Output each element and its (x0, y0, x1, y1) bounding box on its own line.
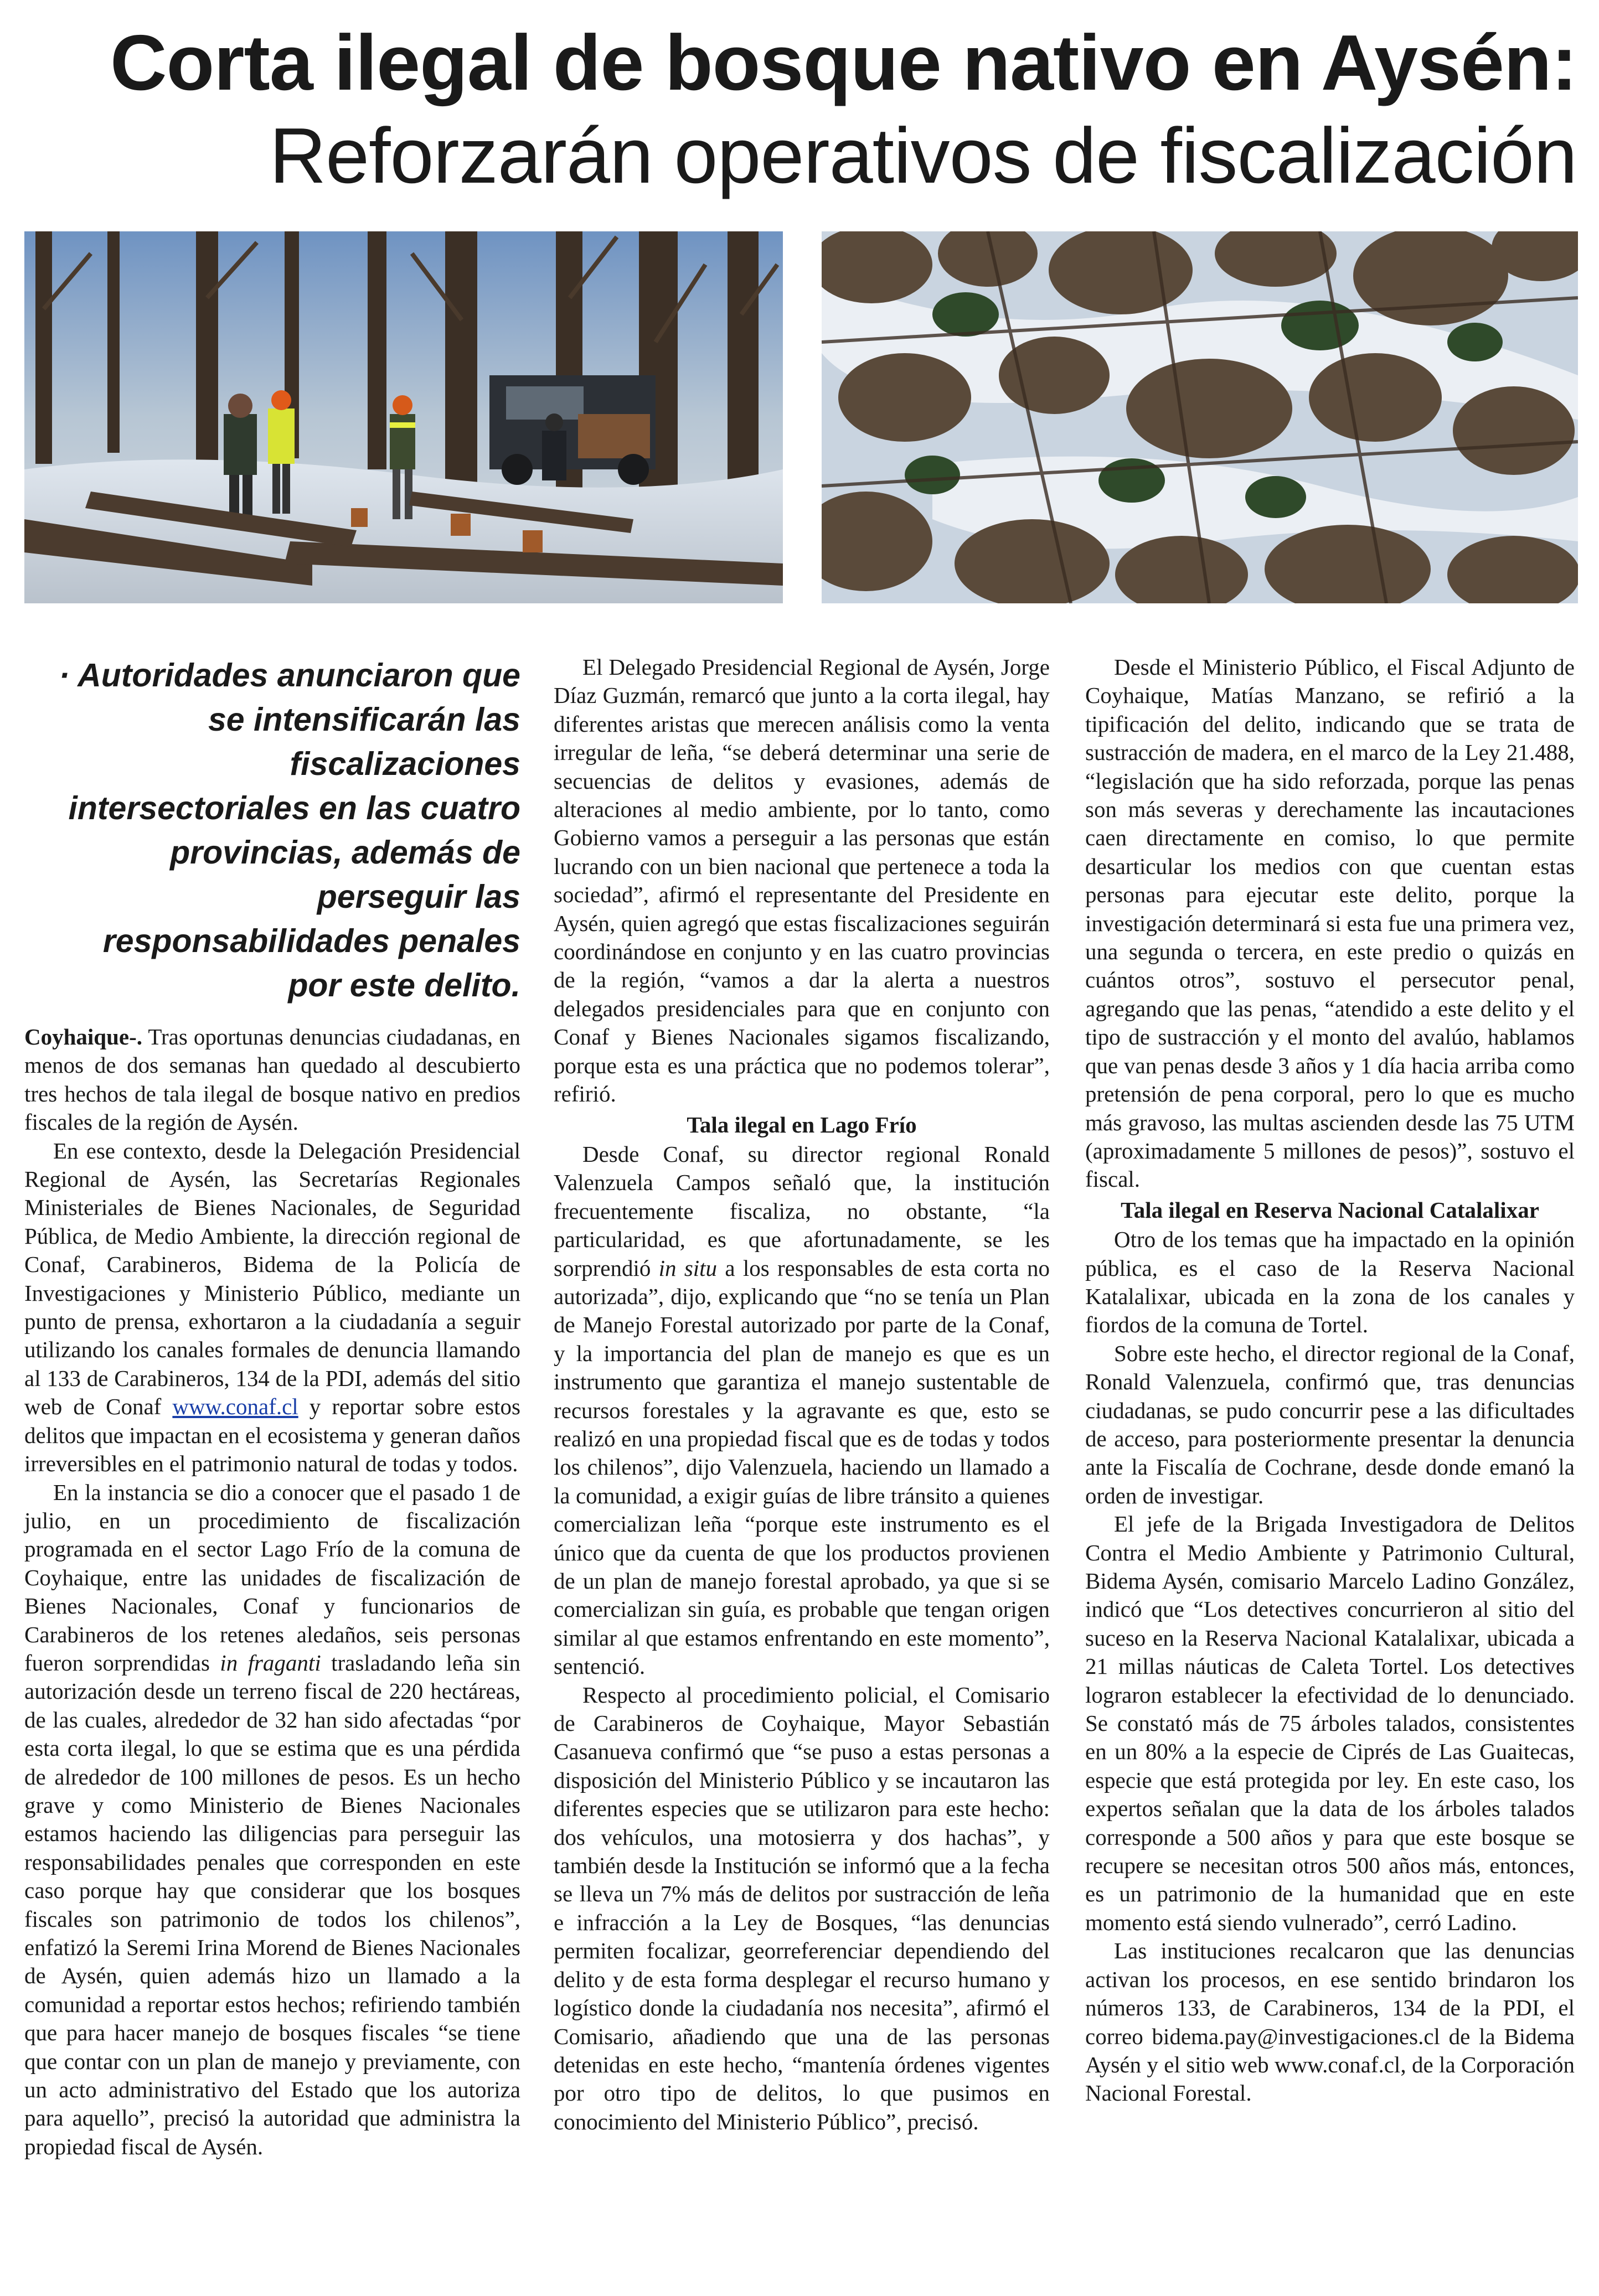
paragraph (554, 1140, 1050, 1681)
paragraph-text: En la instancia se dio a conocer que el pasado 1 de julio, en un procedimiento de fiscalización programada en el sector Lago Frío de la comuna de Coyhaique, entre las unidades de fiscalización de Bienes Nacionales, Conaf y funcionarios de Carabineros de los retenes aledaños, seis personas fueron sorprendidas (24, 1479, 520, 1676)
headline-line-1: Corta ilegal de bosque nativo en Aysén: (110, 19, 1577, 107)
photo-graphic (24, 231, 783, 603)
aerial-snowy-forest-photo (822, 231, 1578, 603)
article-column-2 (554, 653, 1050, 2136)
paragraph (24, 1023, 520, 1137)
subheading-catalalixar: Tala ilegal en Reserva Nacional Catalalixar (1121, 1197, 1539, 1223)
paragraph: El Delegado Presidencial Regional de Aysén, Jorge Díaz Guzmán, remarcó que junto a la corta ilegal, hay diferentes aristas que merecen análisis como la venta irregular de leña, “se deberá determinar una serie de secuencias de delitos y evasiones, además de alteraciones al medio ambiente, por lo tanto, como Gobierno vamos a perseguir a las personas que están lucrando con un bien nacional que pertenece a toda la sociedad”, afirmó el representante del Presidente en Aysén, quien agregó que estas fiscalizaciones seguirán coordinándose en conjunto y en las cuatro provincias de la región, “vamos a dar la alerta a nuestros delegados presidenciales para que en conjunto con Conaf y Bienes Nacionales sigamos fiscalizando, porque esta es una práctica que no podemos tolerar”, refirió. (554, 654, 1050, 1107)
paragraph (24, 1478, 520, 2161)
conaf-link[interactable]: www.conaf.cl (172, 1394, 298, 1420)
italic-phrase: in situ (658, 1255, 718, 1281)
paragraph: Sobre este hecho, el director regional de la Conaf, Ronald Valenzuela, confirmó que, tras denuncias ciudadanas, se pudo concurrir pese a las dificultades de acceso, para posteriormente presentar la denuncia ante la Fiscalía de Cochrane, desde donde emanó la orden de investigar. (1085, 1340, 1575, 1508)
paragraph-text: Desde Conaf, su director regional Ronald Valenzuela Campos señaló que, la institución frecuentemente fiscaliza, no obstante, “la particularidad, es que afortunadamente, se les sorprendió (554, 1141, 1050, 1281)
paragraph-text: a los responsables de esta corta no autorizada”, dijo, explicando que “no se tenía un Plan de Manejo Forestal autorizado por parte de la Conaf, y la importancia del plan de manejo es que es un instrumento que garantiza el manejo sustentable de recursos forestales y la agravante es que, esto se realizó en una propiedad fiscal que es de todas y todos los chilenos”, dijo Valenzuela, haciendo un llamado a la comunidad, a exigir guías de libre tránsito a quienes comercializan leña “porque este instrumento es el único que da cuenta de que los productos provienen de un plan de manejo forestal aprobado, ya que si se comercializan sin guía, es probable que tengan origen similar al que estamos enfrentando en este momento”, sentenció. (554, 1255, 1050, 1679)
summary-lead: · Autoridades anunciaron que se intensificarán las fiscalizaciones intersectoriales en las cuatro provincias, además de perseguir las responsabilidades penales por este delito. (59, 657, 520, 1004)
paragraph: Respecto al procedimiento policial, el Comisario de Carabineros de Coyhaique, Mayor Sebastián Casanueva confirmó que “se puso a estas personas a disposición del Ministerio Público y se incautaron las diferentes especies que se utilizaron para este hecho: dos vehículos, una motosierra y dos hachas”, y también desde la Institución se informó que a la fecha se lleva un 7% más de delitos por sustracción de leña e infracción a la Ley de Bosques, “las denuncias permiten focalizar, georreferenciar dependiendo del delito y de esta forma desplegar el recurso humano y logístico donde la ciudadanía nos necesita”, afirmó el Comisario, añadiendo que una de las personas detenidas en este hecho, “mantenía órdenes vigentes por otro tipo de delitos, lo que pusimos en conocimiento del Ministerio Público”, precisó. (554, 1682, 1050, 2134)
article-column-1 (24, 653, 520, 2161)
paragraph: Desde el Ministerio Público, el Fiscal Adjunto de Coyhaique, Matías Manzano, se refirió a la tipificación del delito, indicando que se trata de sustracción de madera, en el marco de la Ley 21.488, “legislación que ha sido reforzada, porque las penas son más severas y derechamente las incautaciones caen directamente en comiso, lo que permite desarticular los medios con que cuentan estas personas para ejecutar este delito, porque la investigación determinará si esta fue una primera vez, una segunda o tercera, en este predio o quizás en cuántos otros”, sostuvo el persecutor penal, agregando que las penas, “atendido a este delito y el tipo de sustracción y el monto del avalúo, hablamos que van penas desde 3 años y 1 día hacia arriba como pretensión de pena corporal, pero lo que es mucho más gravoso, las multas ascienden desde las 75 UTM (aproximadamente 5 millones de pesos)”, sostuvo el fiscal. (1085, 654, 1575, 1192)
headline-line-2: Reforzarán operativos de fiscalización (269, 112, 1577, 200)
headline (22, 17, 1577, 203)
paragraph (24, 1137, 520, 1478)
forest-workers-truck-snow-photo (24, 231, 783, 603)
dateline: Coyhaique-. (24, 1024, 143, 1049)
paragraph-text: trasladando leña sin autorización desde un terreno fiscal de 220 hectáreas, de las cuales, alrededor de 32 han sido afectadas “por esta corta ilegal, lo que se estima que es una pérdida de alrededor de 100 millones de pesos. Es un hecho grave y como Ministerio de Bienes Nacionales estamos haciendo las diligencias para perseguir las responsabilidades penales que corresponden en este caso porque hay que considerar que los bosques fiscales son patrimonio de todos los chilenos”, enfatizó la Seremi Irina Morend de Bienes Nacionales de Aysén, quien además hizo un llamado a la comunidad a reportar estos hechos; refiriendo también que para hacer manejo de bosques fiscales “se tiene que contar con un plan de manejo y previamente, con un acto administrativo del Estado que los autoriza para aquello”, precisó la autoridad que administra la propiedad fiscal de Aysén. (24, 1649, 521, 2159)
paragraph: Otro de los temas que ha impactado en la opinión pública, es el caso de la Reserva Nacional Katalalixar, ubicada en la zona de los canales y fiordos de la comuna de Tortel. (1085, 1227, 1575, 1338)
paragraph-text: Tras oportunas denuncias ciudadanas, en menos de dos semanas han quedado al descubierto tres hechos de tala ilegal de bosque nativo en predios fiscales de la región de Aysén. (24, 1024, 520, 1135)
paragraph: Las instituciones recalcaron que las denuncias activan los procesos, en ese sentido brindaron los números 133, de Carabineros, 134 de la PDI, el correo bidema.pay@investigaciones.cl de la Bidema Aysén y el sitio web www.conaf.cl, de la Corporación Nacional Forestal. (1085, 1938, 1575, 2106)
photo-graphic (822, 231, 1578, 603)
paragraph: El jefe de la Brigada Investigadora de Delitos Contra el Medio Ambiente y Patrimonio Cultural, Bidema Aysén, comisario Marcelo Ladino González, indicó que “Los detectives concurrieron al sitio del suceso en la Reserva Nacional Katalalixar, ubicada a 21 millas náuticas de Caleta Tortel. Los detectives lograron establecer la efectividad de lo denunciado. Se constató más de 75 árboles talados, consistentes en un 80% a la especie de Ciprés de Las Guaitecas, especie que está protegida por ley. En este caso, los expertos señalan que la data de los árboles talados corresponde a 500 años y para que este bosque se recupere se necesitan otros 500 años más, entonces, es un patrimonio de la humanidad que en este momento está siendo vulnerado”, cerró Ladino. (1085, 1511, 1575, 1935)
subheading-lago-frio: Tala ilegal en Lago Frío (687, 1111, 917, 1137)
italic-phrase: in fraganti (220, 1649, 321, 1676)
article-column-3 (1085, 653, 1575, 2108)
paragraph-text: y reportar sobre estos delitos que impactan en el ecosistema y generan daños irreversibles en el patrimonio natural de todas y todos. (24, 1394, 520, 1477)
paragraph-text: En ese contexto, desde la Delegación Presidencial Regional de Aysén, las Secretarías Regionales Ministeriales de Bienes Nacionales, de Seguridad Pública, de Medio Ambiente, la dirección regional de Conaf, Carabineros, Bidema de la Policía de Investigaciones y Ministerio Público, mediante un punto de prensa, exhortaron a la ciudadanía a seguir utilizando los canales formales de denuncia llamando al 133 de Carabineros, 134 de la PDI, además del sitio web de Conaf (24, 1137, 520, 1420)
